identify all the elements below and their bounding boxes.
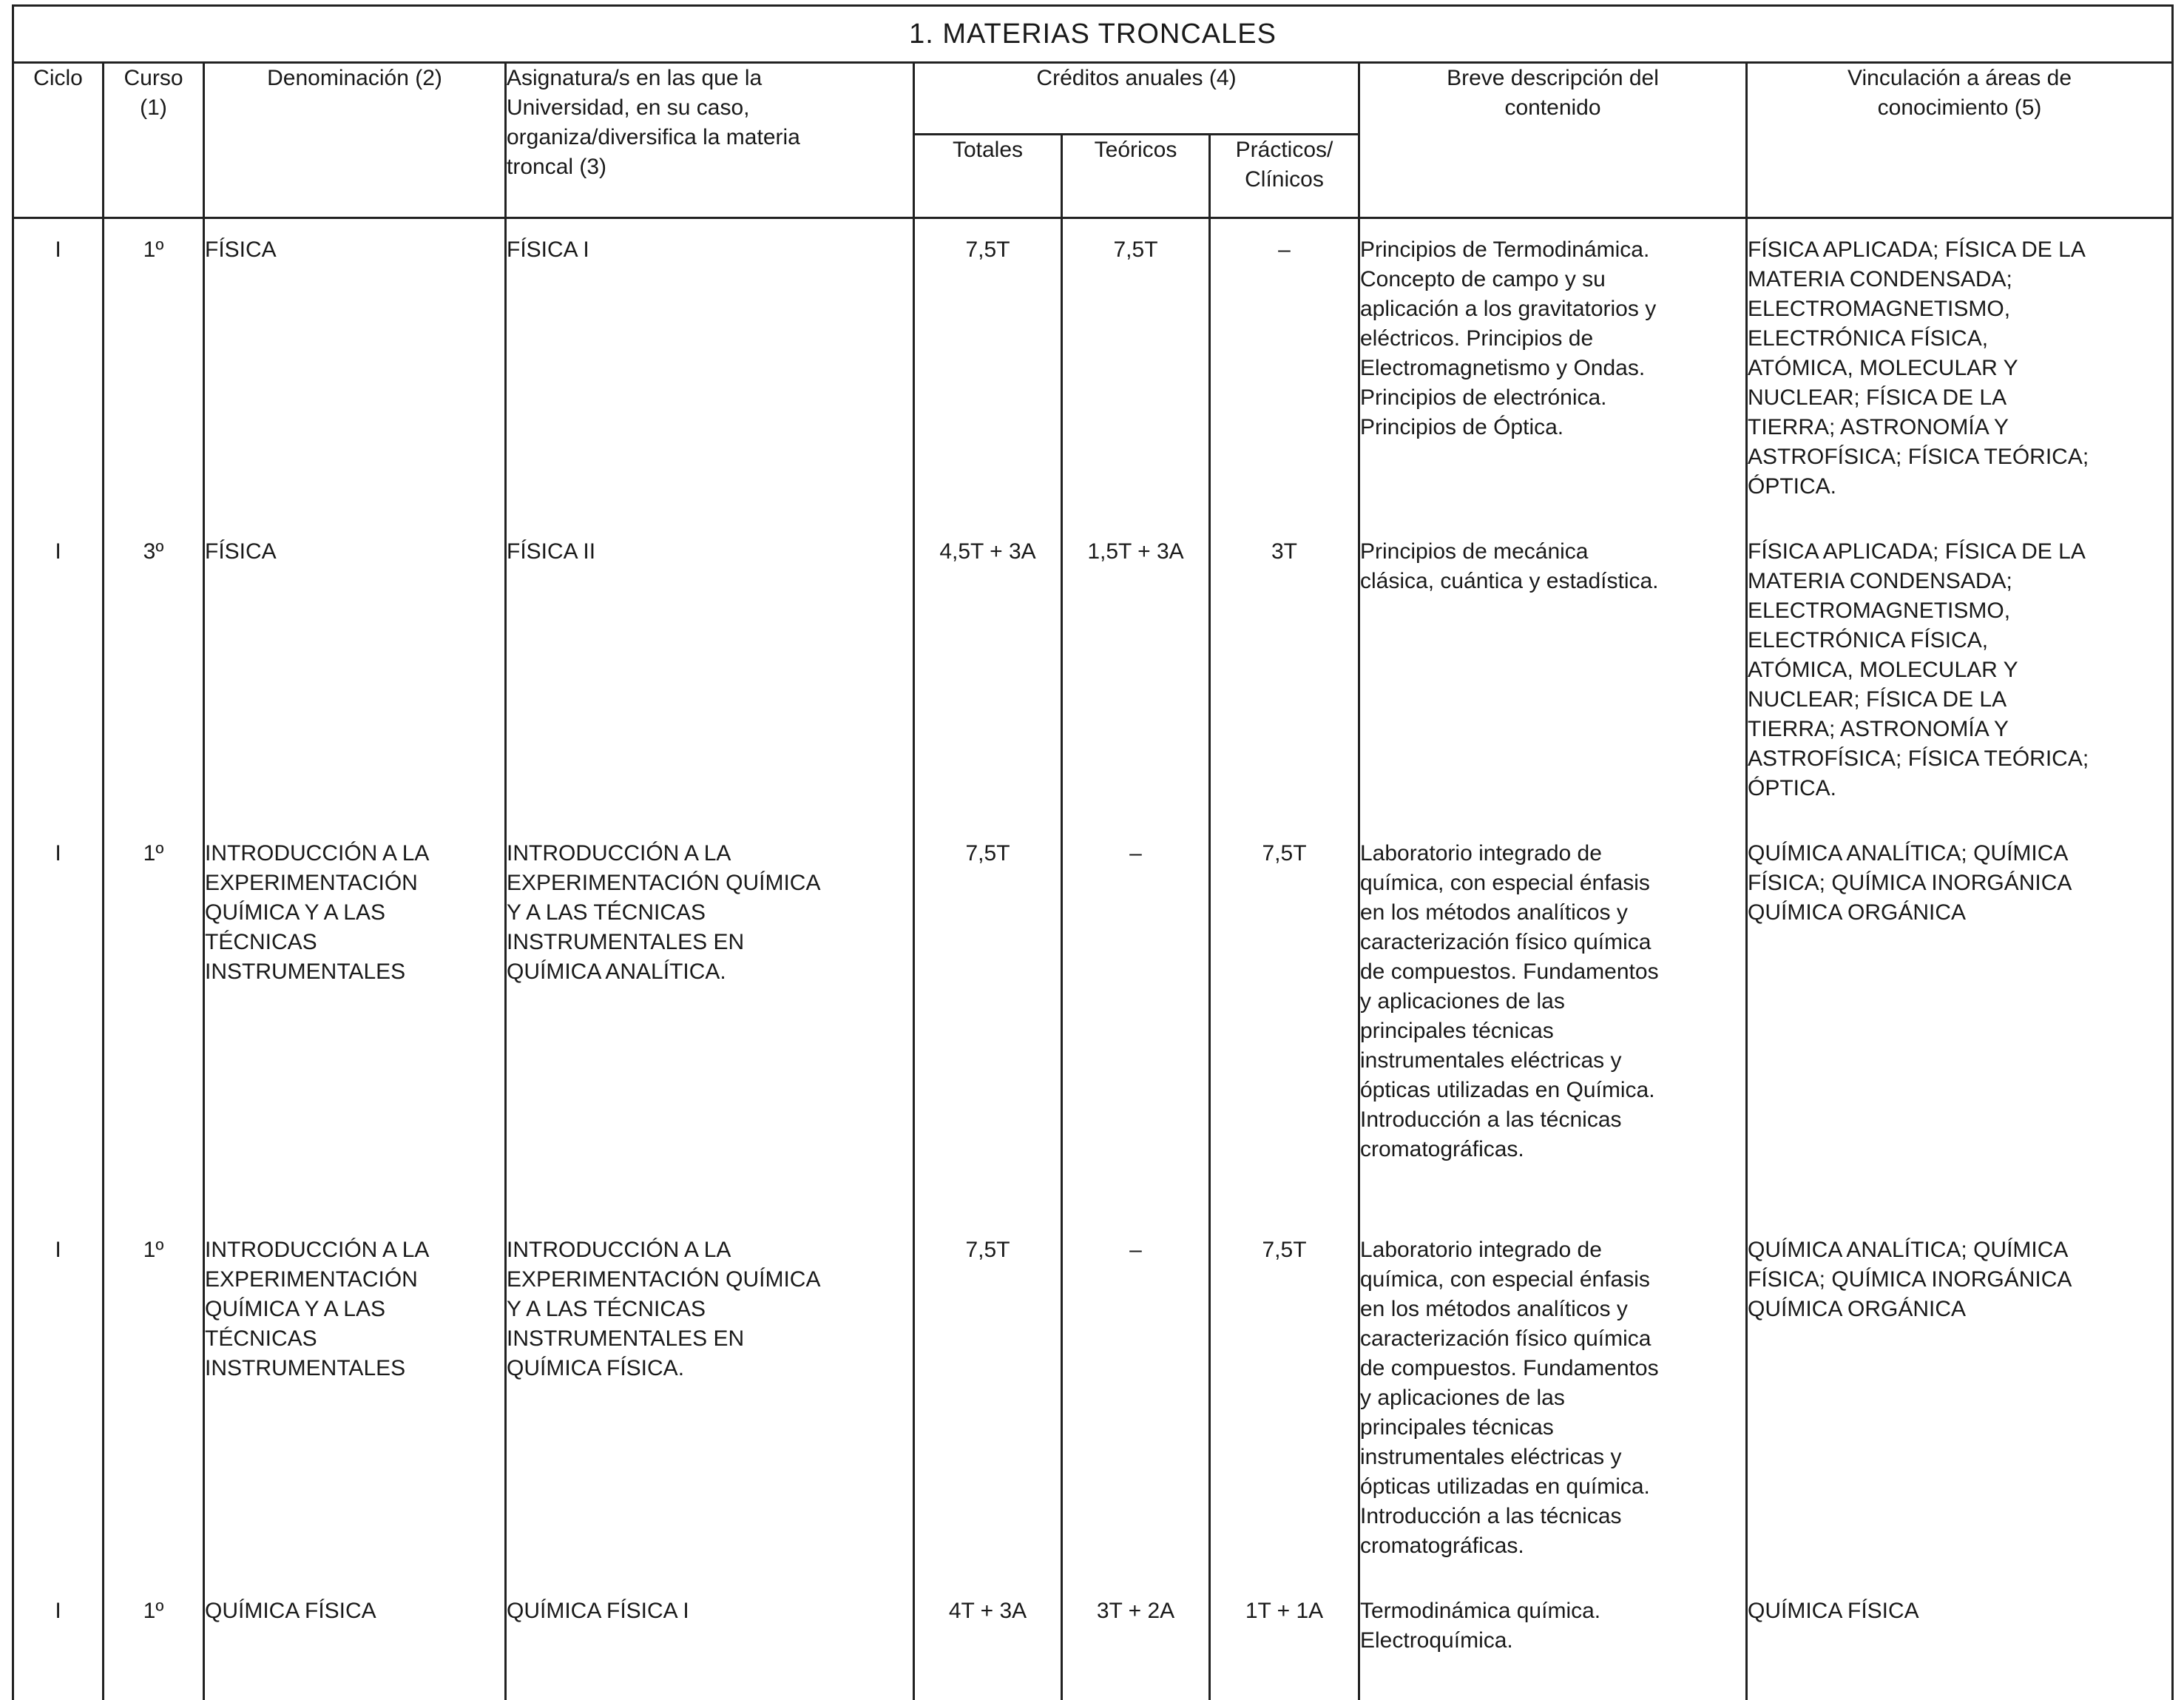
cell-denominacion: INTRODUCCIÓN A LA EXPERIMENTACIÓN QUÍMICA Y A LAS TÉCNICAS INSTRUMENTALES bbox=[204, 823, 506, 1219]
table-title: 1. MATERIAS TRONCALES bbox=[13, 6, 2173, 63]
cell-asignatura: INTRODUCCIÓN A LA EXPERIMENTACIÓN QUÍMICA Y A LAS TÉCNICAS INSTRUMENTALES EN QUÍMICA FÍSICA. bbox=[506, 1219, 914, 1580]
cell-teoricos: 1,5T + 3A bbox=[1062, 521, 1210, 823]
table-row bbox=[13, 823, 2173, 1219]
header-ciclo: Ciclo bbox=[13, 63, 104, 218]
cell-asignatura: FÍSICA II bbox=[506, 521, 914, 823]
cell-practicos: 3T bbox=[1210, 521, 1359, 823]
cell-asignatura: FÍSICA I bbox=[506, 218, 914, 522]
cell-totales: 7,5T bbox=[914, 218, 1062, 522]
cell-denominacion: INTRODUCCIÓN A LA EXPERIMENTACIÓN QUÍMICA Y A LAS TÉCNICAS INSTRUMENTALES bbox=[204, 1219, 506, 1580]
cell-teoricos: – bbox=[1062, 1219, 1210, 1580]
table-row bbox=[13, 1219, 2173, 1580]
cell-denominacion: FÍSICA bbox=[204, 218, 506, 522]
cell-ciclo: I bbox=[13, 1580, 104, 1700]
cell-teoricos: 7,5T bbox=[1062, 218, 1210, 522]
cell-curso: 1º bbox=[104, 1219, 204, 1580]
materias-troncales-table bbox=[12, 4, 2174, 1700]
cell-ciclo: I bbox=[13, 521, 104, 823]
header-creditos-anuales: Créditos anuales (4) bbox=[914, 63, 1359, 135]
cell-totales: 4,5T + 3A bbox=[914, 521, 1062, 823]
header-curso: Curso (1) bbox=[104, 63, 204, 218]
cell-practicos: 1T + 1A bbox=[1210, 1580, 1359, 1700]
cell-descripcion: Laboratorio integrado de química, con especial énfasis en los métodos analíticos y caracterización físico química de compuestos. Fundamentos y aplicaciones de las principales técnicas instrumentales eléctricas y ópticas utilizadas en Química. Introducción a las técnicas cromatográficas. bbox=[1359, 823, 1747, 1219]
cell-denominacion: FÍSICA bbox=[204, 521, 506, 823]
cell-descripcion: Termodinámica química. Electroquímica. bbox=[1359, 1580, 1747, 1700]
cell-totales: 7,5T bbox=[914, 823, 1062, 1219]
cell-teoricos: – bbox=[1062, 823, 1210, 1219]
cell-ciclo: I bbox=[13, 218, 104, 522]
cell-practicos: – bbox=[1210, 218, 1359, 522]
cell-asignatura: INTRODUCCIÓN A LA EXPERIMENTACIÓN QUÍMICA Y A LAS TÉCNICAS INSTRUMENTALES EN QUÍMICA ANALÍTICA. bbox=[506, 823, 914, 1219]
header-practicos: Prácticos/ Clínicos bbox=[1210, 135, 1359, 218]
cell-totales: 4T + 3A bbox=[914, 1580, 1062, 1700]
cell-curso: 3º bbox=[104, 521, 204, 823]
cell-curso: 1º bbox=[104, 1580, 204, 1700]
header-totales: Totales bbox=[914, 135, 1062, 218]
cell-curso: 1º bbox=[104, 218, 204, 522]
cell-vinculacion: QUÍMICA ANALÍTICA; QUÍMICA FÍSICA; QUÍMICA INORGÁNICA QUÍMICA ORGÁNICA bbox=[1747, 823, 2173, 1219]
header-descripcion: Breve descripción del contenido bbox=[1359, 63, 1747, 218]
cell-ciclo: I bbox=[13, 1219, 104, 1580]
cell-curso: 1º bbox=[104, 823, 204, 1219]
cell-denominacion: QUÍMICA FÍSICA bbox=[204, 1580, 506, 1700]
cell-descripcion: Principios de mecánica clásica, cuántica y estadística. bbox=[1359, 521, 1747, 823]
cell-vinculacion: FÍSICA APLICADA; FÍSICA DE LA MATERIA CONDENSADA; ELECTROMAGNETISMO, ELECTRÓNICA FÍSICA, ATÓMICA, MOLECULAR Y NUCLEAR; FÍSICA DE LA TIERRA; ASTRONOMÍA Y ASTROFÍSICA; FÍSICA TEÓRICA; ÓPTICA. bbox=[1747, 521, 2173, 823]
table-row bbox=[13, 521, 2173, 823]
cell-descripcion: Principios de Termodinámica. Concepto de campo y su aplicación a los gravitatorios y eléctricos. Principios de Electromagnetismo y Ondas. Principios de electrónica. Principios de Óptica. bbox=[1359, 218, 1747, 522]
cell-vinculacion: FÍSICA APLICADA; FÍSICA DE LA MATERIA CONDENSADA; ELECTROMAGNETISMO, ELECTRÓNICA FÍSICA, ATÓMICA, MOLECULAR Y NUCLEAR; FÍSICA DE LA TIERRA; ASTRONOMÍA Y ASTROFÍSICA; FÍSICA TEÓRICA; ÓPTICA. bbox=[1747, 218, 2173, 522]
document-page bbox=[12, 4, 2171, 1684]
cell-ciclo: I bbox=[13, 823, 104, 1219]
cell-vinculacion: QUÍMICA FÍSICA bbox=[1747, 1580, 2173, 1700]
table-row bbox=[13, 1580, 2173, 1700]
table-row bbox=[13, 218, 2173, 522]
cell-asignatura: QUÍMICA FÍSICA I bbox=[506, 1580, 914, 1700]
cell-practicos: 7,5T bbox=[1210, 823, 1359, 1219]
cell-descripcion: Laboratorio integrado de química, con especial énfasis en los métodos analíticos y caracterización físico química de compuestos. Fundamentos y aplicaciones de las principales técnicas instrumentales eléctricas y ópticas utilizadas en química. Introducción a las técnicas cromatográficas. bbox=[1359, 1219, 1747, 1580]
cell-totales: 7,5T bbox=[914, 1219, 1062, 1580]
header-vinculacion: Vinculación a áreas de conocimiento (5) bbox=[1747, 63, 2173, 218]
header-teoricos: Teóricos bbox=[1062, 135, 1210, 218]
header-asignatura: Asignatura/s en las que la Universidad, en su caso, organiza/diversifica la materia troncal (3) bbox=[506, 63, 914, 218]
header-denominacion: Denominación (2) bbox=[204, 63, 506, 218]
cell-vinculacion: QUÍMICA ANALÍTICA; QUÍMICA FÍSICA; QUÍMICA INORGÁNICA QUÍMICA ORGÁNICA bbox=[1747, 1219, 2173, 1580]
cell-practicos: 7,5T bbox=[1210, 1219, 1359, 1580]
cell-teoricos: 3T + 2A bbox=[1062, 1580, 1210, 1700]
